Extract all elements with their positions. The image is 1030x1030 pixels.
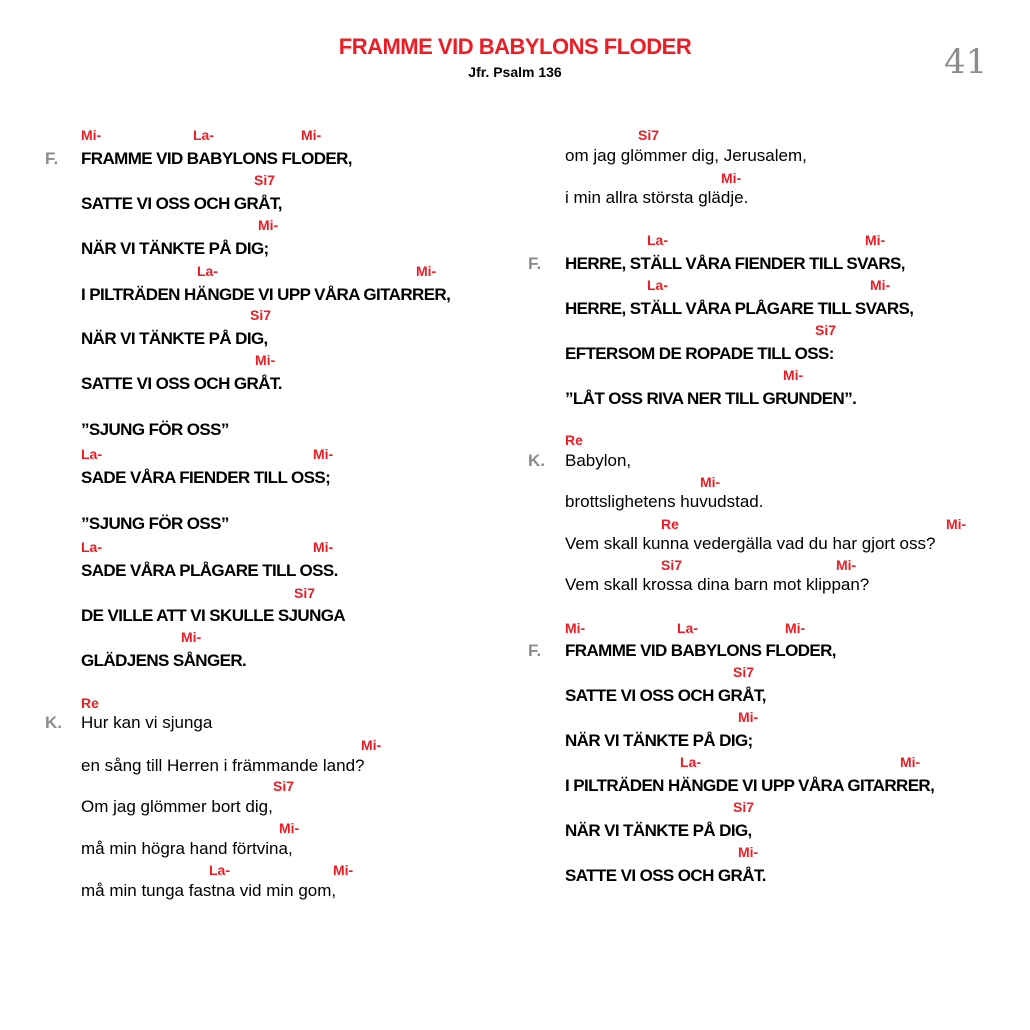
chord: La- — [680, 754, 701, 770]
chord: Re — [81, 695, 99, 711]
page-number: 41 — [944, 42, 988, 82]
lyric-line: NÄR VI TÄNKTE PÅ DIG; — [81, 239, 269, 258]
chord: Si7 — [638, 127, 660, 143]
chord: Si7 — [250, 307, 272, 323]
chord: Si7 — [661, 557, 683, 573]
lyric-line: ”SJUNG FÖR OSS” — [81, 420, 229, 439]
lyric-line: GLÄDJENS SÅNGER. — [81, 651, 247, 670]
lyric-line: Babylon, — [565, 451, 632, 470]
chord: Mi- — [865, 232, 886, 248]
chord: Mi- — [785, 620, 806, 636]
chord: Mi- — [258, 217, 279, 233]
lyric-line: ”SJUNG FÖR OSS” — [81, 514, 229, 533]
lyric-line: Hur kan vi sjunga — [81, 713, 213, 732]
chord: Si7 — [254, 172, 276, 188]
chord: Re — [565, 432, 583, 448]
chord: Si7 — [815, 322, 837, 338]
section-marker-f: F. — [45, 149, 59, 168]
lyric-line: NÄR VI TÄNKTE PÅ DIG, — [565, 821, 752, 840]
section-marker-f: F. — [528, 254, 542, 273]
lyric-line: SATTE VI OSS OCH GRÅT. — [81, 374, 282, 393]
chord: Mi- — [836, 557, 857, 573]
chord: Mi- — [361, 737, 382, 753]
chord: Si7 — [294, 585, 316, 601]
section-marker-k: K. — [528, 451, 545, 470]
lyric-line: SATTE VI OSS OCH GRÅT, — [81, 194, 282, 213]
lyric-line: SADE VÅRA FIENDER TILL OSS; — [81, 468, 331, 487]
lyric-line: må min högra hand förtvina, — [81, 839, 293, 858]
chord: Mi- — [313, 446, 334, 462]
lyric-line: SATTE VI OSS OCH GRÅT. — [565, 866, 766, 885]
chord: Mi- — [333, 862, 354, 878]
lyric-line: Vem skall krossa dina barn mot klippan? — [565, 575, 870, 594]
chord: Mi- — [301, 127, 322, 143]
section-marker-f: F. — [528, 641, 542, 660]
song-subtitle: Jfr. Psalm 136 — [468, 64, 562, 80]
chord: La- — [209, 862, 230, 878]
lyric-line: må min tunga fastna vid min gom, — [81, 881, 337, 900]
chord: Mi- — [900, 754, 921, 770]
chord: Mi- — [279, 820, 300, 836]
lyric-line: I PILTRÄDEN HÄNGDE VI UPP VÅRA GITARRER, — [81, 285, 451, 304]
chord: La- — [81, 539, 102, 555]
song-title: FRAMME VID BABYLONS FLODER — [338, 34, 692, 59]
chord: Si7 — [273, 778, 295, 794]
lyric-line: SADE VÅRA PLÅGARE TILL OSS. — [81, 561, 338, 580]
lyric-line: i min allra största glädje. — [565, 188, 749, 207]
chord: Mi- — [738, 844, 759, 860]
lyric-line: SATTE VI OSS OCH GRÅT, — [565, 686, 766, 705]
chord: Mi- — [313, 539, 334, 555]
chord: La- — [647, 277, 668, 293]
chord: La- — [677, 620, 698, 636]
chord: Mi- — [181, 629, 202, 645]
chord: La- — [197, 263, 218, 279]
chord: Mi- — [565, 620, 586, 636]
chord: Mi- — [870, 277, 891, 293]
lyric-line: brottslighetens huvudstad. — [565, 492, 764, 511]
chord: Mi- — [738, 709, 759, 725]
chord: Mi- — [81, 127, 102, 143]
lyric-line: HERRE, STÄLL VÅRA FIENDER TILL SVARS, — [565, 254, 905, 273]
chord: La- — [647, 232, 668, 248]
chord: Si7 — [733, 799, 755, 815]
chord: Mi- — [255, 352, 276, 368]
lyric-line: Om jag glömmer bort dig, — [81, 797, 273, 816]
lyric-line: HERRE, STÄLL VÅRA PLÅGARE TILL SVARS, — [565, 299, 914, 318]
lyric-line: FRAMME VID BABYLONS FLODER, — [565, 641, 836, 660]
lyric-line: EFTERSOM DE ROPADE TILL OSS: — [565, 344, 834, 363]
chord: Si7 — [733, 664, 755, 680]
lyric-line: I PILTRÄDEN HÄNGDE VI UPP VÅRA GITARRER, — [565, 776, 935, 795]
chord: Mi- — [946, 516, 967, 532]
chord: Mi- — [783, 367, 804, 383]
chord: La- — [193, 127, 214, 143]
chord: Mi- — [700, 474, 721, 490]
lyric-line: NÄR VI TÄNKTE PÅ DIG; — [565, 731, 753, 750]
lyric-line: NÄR VI TÄNKTE PÅ DIG, — [81, 329, 268, 348]
chord: La- — [81, 446, 102, 462]
section-marker-k: K. — [45, 713, 62, 732]
lyric-line: om jag glömmer dig, Jerusalem, — [565, 146, 807, 165]
chord: Mi- — [721, 170, 742, 186]
lyric-line: FRAMME VID BABYLONS FLODER, — [81, 149, 352, 168]
chord: Mi- — [416, 263, 437, 279]
lyric-line: Vem skall kunna vedergälla vad du har gjort oss? — [565, 534, 936, 553]
lyric-line: en sång till Herren i främmande land? — [81, 756, 365, 775]
lyric-line: DE VILLE ATT VI SKULLE SJUNGA — [81, 606, 346, 625]
chord: Re — [661, 516, 679, 532]
lyric-line: ”LÅT OSS RIVA NER TILL GRUNDEN”. — [565, 389, 857, 408]
